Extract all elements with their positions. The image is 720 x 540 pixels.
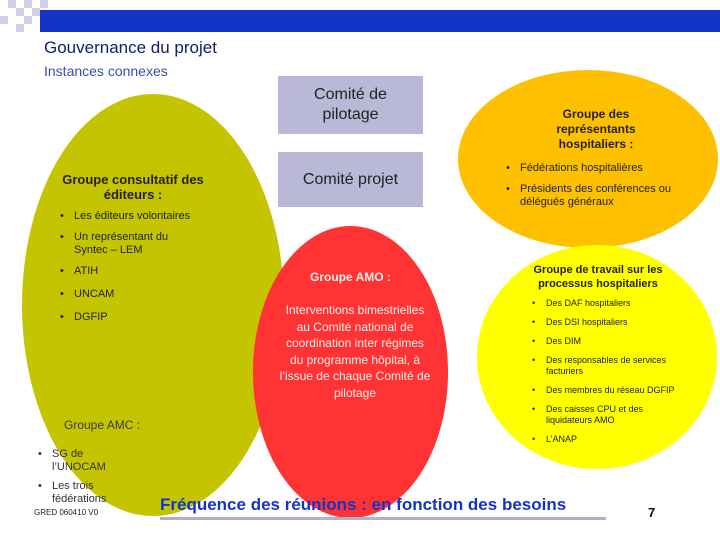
comite-pilotage-label: Comité de pilotage bbox=[314, 86, 387, 123]
list-item: • ATIH bbox=[60, 265, 200, 278]
meeting-frequency: Fréquence des réunions : en fonction des besoins bbox=[160, 495, 567, 514]
list-item: • Des DSI hospitaliers bbox=[532, 317, 682, 328]
comite-projet-box bbox=[278, 152, 423, 207]
amo-group-text: Interventions bimestrielles au Comité national de coordination inter régimes du programme hôpital, à l’issue de chaque Comité de pilotage bbox=[279, 303, 431, 400]
list-item: • Des responsables de services facturiers bbox=[532, 355, 682, 377]
list-item: • DGFIP bbox=[60, 311, 200, 324]
representants-group-ellipse bbox=[458, 70, 718, 248]
footer-divider bbox=[160, 517, 606, 520]
travail-group-list bbox=[532, 298, 682, 445]
list-item: • UNCAM bbox=[60, 288, 200, 301]
amc-group-title: Groupe AMC : bbox=[64, 418, 141, 432]
list-item: • Présidents des conférences ou délégués généraux bbox=[506, 183, 686, 209]
travail-group-title: Groupe de travail sur les processus hospitaliers bbox=[533, 264, 663, 290]
page-subtitle: Instances connexes bbox=[44, 63, 168, 79]
list-item: • Des caisses CPU et des liquidateurs AMO bbox=[532, 404, 682, 426]
list-item: • Fédérations hospitalières bbox=[506, 162, 686, 175]
page-number: 7 bbox=[648, 505, 656, 520]
list-item: • Des DIM bbox=[532, 336, 682, 347]
representants-group-title: Groupe des représentants hospitaliers : bbox=[556, 107, 636, 151]
header-bar bbox=[40, 10, 720, 32]
list-item: • Des DAF hospitaliers bbox=[532, 298, 682, 309]
document-reference: GRED 060410 V0 bbox=[34, 508, 99, 517]
page-title: Gouvernance du projet bbox=[44, 38, 217, 57]
comite-pilotage-box bbox=[278, 76, 423, 134]
list-item: • Les trois fédérations bbox=[38, 480, 124, 506]
comite-projet-label: Comité projet bbox=[302, 170, 399, 188]
list-item: • Les éditeurs volontaires bbox=[60, 210, 234, 223]
list-item: • Des membres du réseau DGFIP bbox=[532, 385, 682, 396]
editeurs-group-list bbox=[60, 210, 200, 324]
list-item: • Un représentant du Syntec – LEM bbox=[60, 231, 200, 257]
amo-group-title: Groupe AMO : bbox=[310, 270, 391, 284]
list-item: • L’ANAP bbox=[532, 434, 682, 445]
amc-group-list bbox=[38, 448, 124, 506]
list-item: • SG de l’UNOCAM bbox=[38, 448, 124, 474]
editeurs-group-title: Groupe consultatif des éditeurs : bbox=[62, 172, 204, 202]
representants-group-list bbox=[506, 162, 686, 209]
